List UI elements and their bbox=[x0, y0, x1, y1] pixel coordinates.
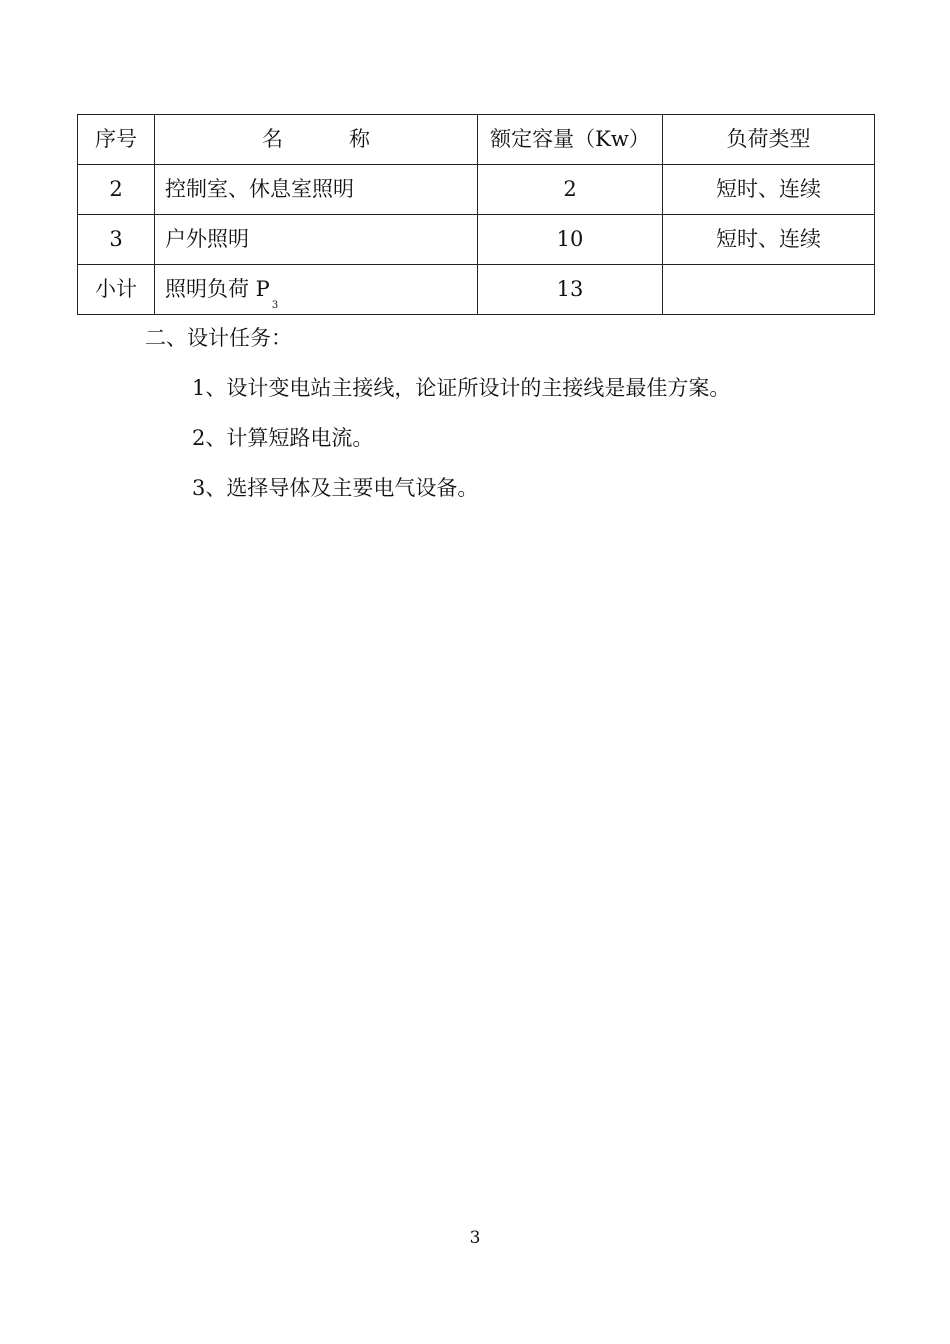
subtotal-index: 小计 bbox=[78, 265, 155, 315]
row-load-type: 短时、连续 bbox=[663, 165, 875, 215]
row-load-type: 短时、连续 bbox=[663, 215, 875, 265]
header-capacity: 额定容量（Kw） bbox=[478, 115, 663, 165]
row-name: 控制室、休息室照明 bbox=[155, 165, 478, 215]
load-table bbox=[77, 114, 875, 315]
subtotal-load-type bbox=[663, 265, 875, 315]
task-item: 3、选择导体及主要电气设备。 bbox=[192, 476, 479, 500]
subtotal-capacity: 13 bbox=[478, 265, 663, 315]
subtotal-name-text: 照明负荷 P bbox=[165, 277, 270, 301]
row-capacity: 2 bbox=[478, 165, 663, 215]
subtotal-row bbox=[78, 265, 875, 315]
table-row bbox=[78, 165, 875, 215]
page-number: 3 bbox=[469, 1228, 481, 1248]
table-row bbox=[78, 215, 875, 265]
row-index: 2 bbox=[78, 165, 155, 215]
row-index: 3 bbox=[78, 215, 155, 265]
table-header-row bbox=[78, 115, 875, 165]
task-item: 1、设计变电站主接线，论证所设计的主接线是最佳方案。 bbox=[192, 376, 731, 400]
header-load-type: 负荷类型 bbox=[663, 115, 875, 165]
header-name-right: 称 bbox=[349, 127, 370, 151]
header-name-left: 名 bbox=[262, 127, 283, 151]
task-item: 2、计算短路电流。 bbox=[192, 426, 374, 450]
row-capacity: 10 bbox=[478, 215, 663, 265]
section-title: 二、设计任务： bbox=[145, 326, 292, 350]
subtotal-subscript: 3 bbox=[271, 300, 279, 311]
header-index: 序号 bbox=[78, 115, 155, 165]
row-name: 户外照明 bbox=[155, 215, 478, 265]
header-name bbox=[155, 115, 478, 165]
subtotal-name bbox=[155, 265, 478, 315]
